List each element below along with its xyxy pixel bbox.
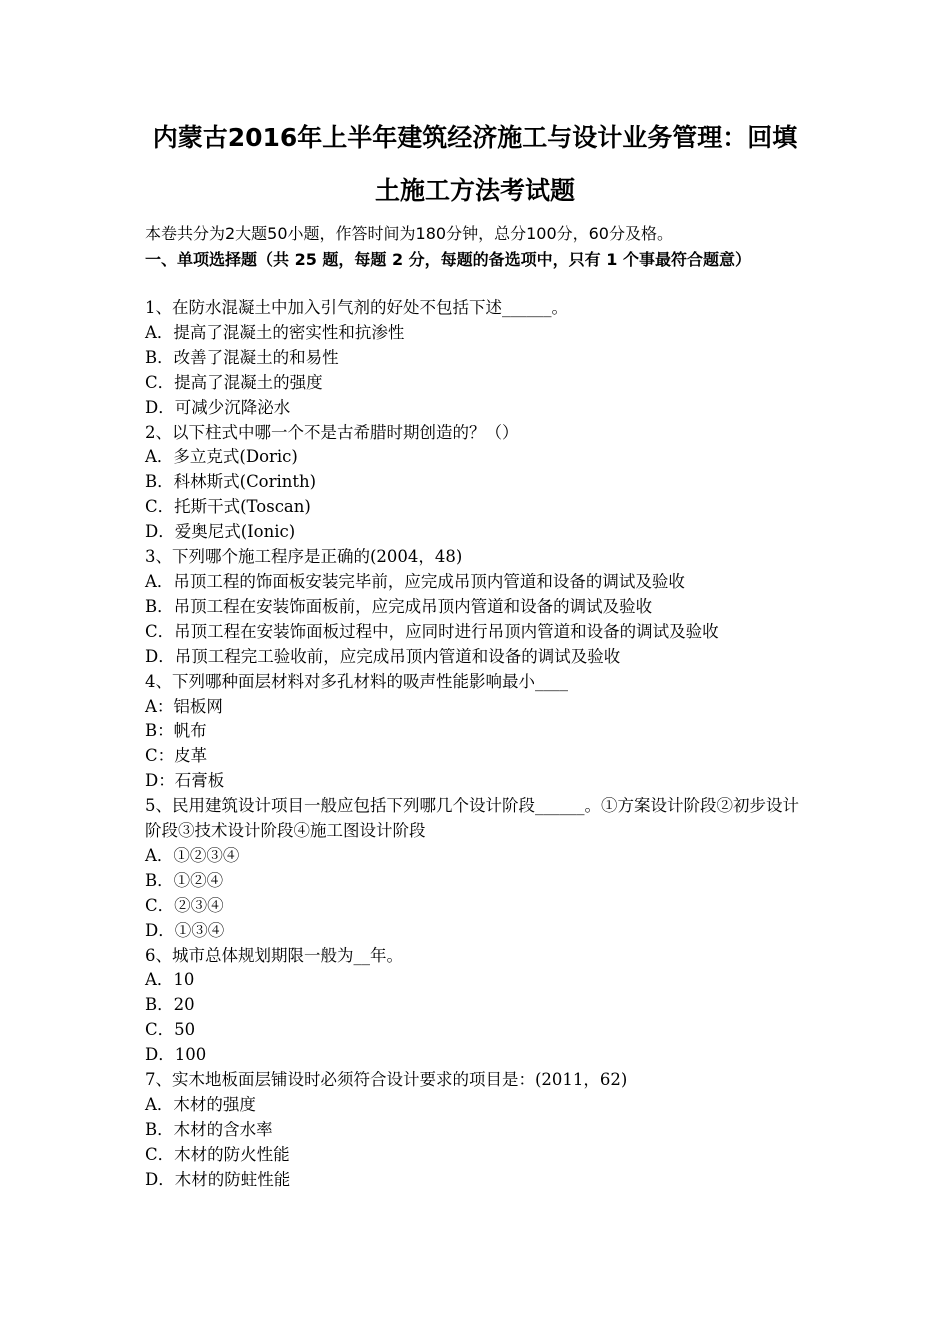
question-1 [145, 296, 815, 421]
question-option: A．10 [145, 970, 195, 990]
question-6 [145, 944, 815, 1069]
question-option: A．多立克式(Doric) [145, 447, 298, 467]
question-option: B．吊顶工程在安装饰面板前，应完成吊顶内管道和设备的调试及验收 [145, 596, 653, 616]
question-4 [145, 670, 815, 795]
question-option: B．改善了混凝土的和易性 [145, 347, 339, 367]
question-option: C：皮革 [145, 746, 208, 766]
question-option: C．木材的防火性能 [145, 1144, 290, 1164]
section-heading: 一、单项选择题（共 25 题，每题 2 分，每题的备选项中，只有 1 个事最符合题意） [145, 250, 751, 269]
question-option: D．100 [145, 1045, 207, 1065]
document-title-line-1: 内蒙古2016年上半年建筑经济施工与设计业务管理：回填 [152, 123, 798, 152]
question-option: A．①②③④ [145, 845, 240, 865]
question-option: C．提高了混凝土的强度 [145, 372, 323, 392]
document-title-line-2: 土施工方法考试题 [374, 176, 575, 205]
question-7 [145, 1068, 815, 1193]
question-5 [145, 794, 815, 943]
question-option: A．提高了混凝土的密实性和抗渗性 [145, 322, 405, 342]
question-option: C．托斯干式(Toscan) [145, 497, 311, 517]
question-option: A．木材的强度 [145, 1095, 256, 1114]
question-option: A：铝板网 [145, 696, 223, 716]
question-option: B：帆布 [145, 721, 207, 741]
question-option: D．木材的防蛀性能 [145, 1169, 291, 1189]
question-stem: 7、实木地板面层铺设时必须符合设计要求的项目是：(2011，62) [145, 1070, 628, 1090]
question-option: B．20 [145, 995, 195, 1015]
question-stem: 2、以下柱式中哪一个不是古希腊时期创造的？（） [145, 422, 519, 442]
question-option: C．②③④ [145, 895, 224, 915]
question-stem: 3、下列哪个施工程序是正确的(2004，48) [145, 547, 463, 567]
question-stem: 1、在防水混凝土中加入引气剂的好处不包括下述______。 [145, 298, 568, 317]
question-option: D．吊顶工程完工验收前，应完成吊顶内管道和设备的调试及验收 [145, 646, 621, 666]
question-option: D．①③④ [145, 920, 225, 940]
question-2 [145, 421, 815, 546]
question-option: C．50 [145, 1020, 196, 1040]
question-stem: 6、城市总体规划期限一般为__年。 [145, 945, 403, 965]
question-list [145, 296, 815, 1193]
question-3 [145, 545, 815, 670]
question-stem: 4、下列哪种面层材料对多孔材料的吸声性能影响最小____ [145, 671, 568, 691]
question-option: B．科林斯式(Corinth) [145, 472, 317, 492]
question-option: C．吊顶工程在安装饰面板过程中，应同时进行吊顶内管道和设备的调试及验收 [145, 621, 719, 641]
question-option: B．木材的含水率 [145, 1119, 273, 1139]
exam-intro: 本卷共分为2大题50小题，作答时间为180分钟，总分100分，60分及格。 [145, 224, 673, 243]
question-option: B．①②④ [145, 870, 224, 890]
question-stem: 5、民用建筑设计项目一般应包括下列哪几个设计阶段______。①方案设计阶段②初步设计阶段③技术设计阶段④施工图设计阶段 [145, 796, 799, 841]
question-option: D．爱奥尼式(Ionic) [145, 522, 296, 542]
question-option: D：石膏板 [145, 771, 225, 791]
question-option: D．可减少沉降泌水 [145, 397, 291, 417]
question-option: A．吊顶工程的饰面板安装完毕前，应完成吊顶内管道和设备的调试及验收 [145, 571, 685, 591]
